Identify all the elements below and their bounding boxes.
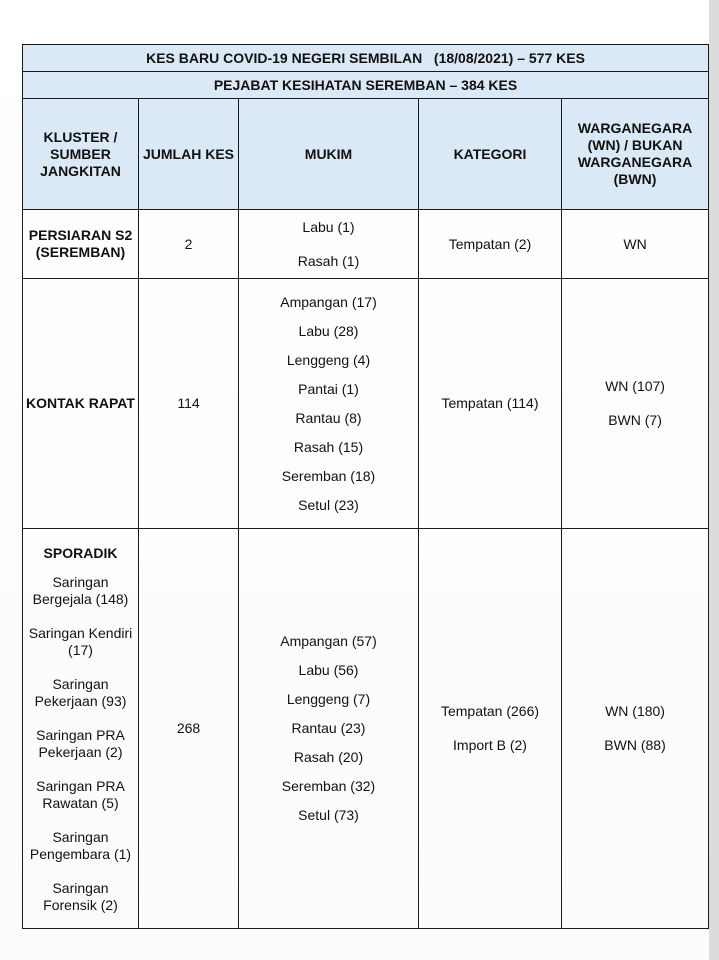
total-cell: 2 (139, 210, 239, 279)
header-warganegara: WARGANEGARA (WN) / BUKAN WARGANEGARA (BWN) (562, 99, 709, 210)
mukim-item: Ampangan (57) (280, 633, 377, 649)
header-mukim: MUKIM (239, 99, 419, 210)
mukim-item: Rasah (20) (293, 749, 364, 765)
sub-item: Saringan Forensik (2) (43, 880, 118, 913)
mukim-item: Labu (56) (298, 662, 359, 678)
mukim-item: Rantau (23) (291, 720, 366, 736)
mukim-item: Seremban (18) (281, 467, 376, 484)
bwn-item: BWN (88) (604, 737, 666, 753)
sub-item: Saringan Bergejala (148) (32, 574, 129, 607)
sub-item: Saringan Kendiri (17) (28, 625, 133, 658)
header-kluster: KLUSTER / SUMBER JANGKITAN (23, 99, 139, 210)
kategori-item: Tempatan (266) (440, 703, 540, 719)
kategori-cell (419, 529, 562, 929)
kategori-cell: Tempatan (2) (419, 210, 562, 279)
total-cell: 268 (139, 529, 239, 929)
cluster-name: SPORADIK (43, 545, 118, 561)
mukim-item: Rantau (8) (295, 409, 362, 426)
mukim-cell (239, 210, 419, 279)
mukim-cell (239, 279, 419, 529)
table-row (23, 279, 709, 529)
mukim-item: Rasah (15) (293, 438, 364, 455)
mukim-item: Lenggeng (7) (286, 691, 371, 707)
sub-item: Saringan PRA Rawatan (5) (36, 778, 125, 811)
header-jumlah: JUMLAH KES (139, 99, 239, 210)
wn-cell (562, 529, 709, 929)
cluster-cell (23, 529, 139, 929)
header-kategori: KATEGORI (419, 99, 562, 210)
mukim-item: Rasah (1) (297, 252, 360, 269)
wn-cell: WN (562, 210, 709, 279)
mukim-item: Labu (28) (298, 322, 359, 339)
mukim-item: Seremban (32) (281, 778, 376, 794)
mukim-item: Setul (73) (298, 807, 359, 823)
wn-item: WN (107) (605, 378, 665, 394)
wn-cell (562, 279, 709, 529)
cluster-cell: KONTAK RAPAT (23, 279, 139, 529)
table-title: KES BARU COVID-19 NEGERI SEMBILAN (18/08/2021) – 577 KES (23, 45, 709, 72)
mukim-item: Pantai (1) (298, 380, 359, 397)
bwn-item: BWN (7) (608, 412, 662, 428)
mukim-item: Labu (1) (302, 218, 355, 235)
page-edge (709, 0, 719, 960)
sub-item: Saringan Pekerjaan (93) (34, 676, 127, 709)
sub-item: Saringan PRA Pekerjaan (2) (36, 727, 125, 760)
table-subtitle: PEJABAT KESIHATAN SEREMBAN – 384 KES (23, 72, 709, 99)
wn-item: WN (180) (605, 703, 665, 719)
kategori-item: Import B (2) (453, 737, 527, 753)
mukim-item: Ampangan (17) (280, 293, 377, 310)
table-row (23, 210, 709, 279)
table-row (23, 529, 709, 929)
total-cell: 114 (139, 279, 239, 529)
covid-cases-table (22, 44, 709, 929)
sub-item: Saringan Pengembara (1) (29, 829, 132, 862)
mukim-item: Lenggeng (4) (286, 351, 371, 368)
mukim-cell (239, 529, 419, 929)
cluster-cell: PERSIARAN S2 (SEREMBAN) (23, 210, 139, 279)
kategori-cell: Tempatan (114) (419, 279, 562, 529)
mukim-item: Setul (23) (298, 496, 359, 513)
